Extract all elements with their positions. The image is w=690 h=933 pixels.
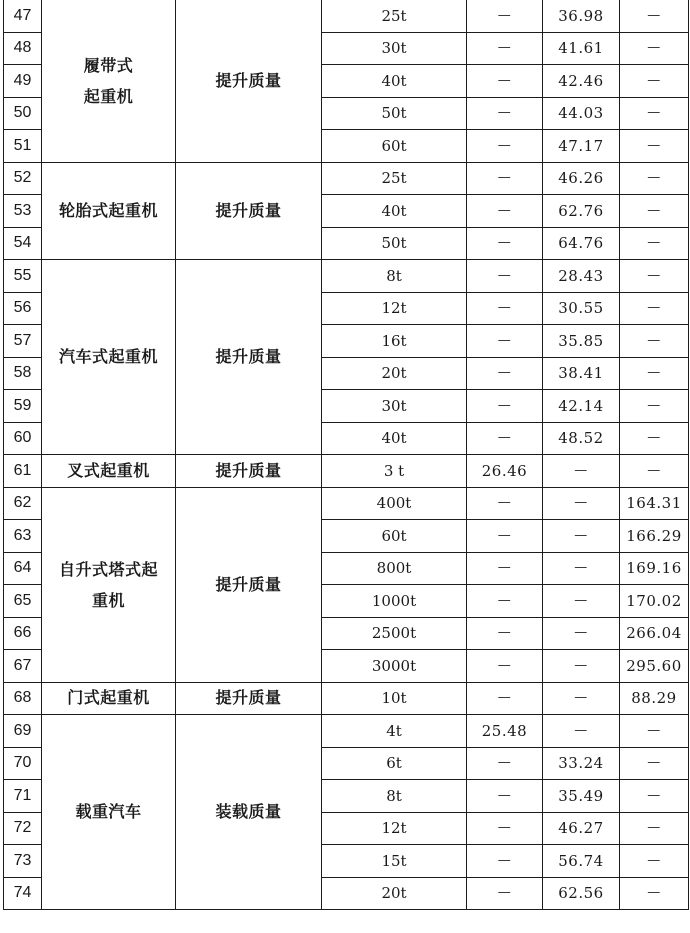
value-cell-c1: — [467, 780, 543, 813]
value-cell-c2: 47.17 [543, 130, 620, 163]
value-cell-c1: — [467, 162, 543, 195]
machine-name-text: 自升式塔式起 [58, 559, 158, 579]
value-cell-c1: — [467, 877, 543, 910]
specification-cell: 25t [322, 162, 467, 195]
value-cell-c1: — [467, 617, 543, 650]
table-row [4, 0, 689, 32]
value-cell-c3: 164.31 [620, 487, 689, 520]
value-cell-c2: 44.03 [543, 97, 620, 130]
value-cell-c2: 42.14 [543, 390, 620, 423]
row-number-cell: 70 [4, 747, 42, 780]
value-cell-c2: — [543, 650, 620, 683]
value-cell-c2: 48.52 [543, 422, 620, 455]
row-number-cell: 59 [4, 390, 42, 423]
machine-name-text: 叉式起重机 [67, 460, 150, 480]
value-cell-c2: 35.49 [543, 780, 620, 813]
value-cell-c1: — [467, 650, 543, 683]
table-row [4, 162, 689, 195]
specification-cell: 20t [322, 877, 467, 910]
row-number-cell: 72 [4, 812, 42, 845]
value-cell-c3: — [620, 260, 689, 293]
value-cell-c2: — [543, 487, 620, 520]
value-cell-c3: — [620, 422, 689, 455]
specification-cell: 1000t [322, 585, 467, 618]
value-cell-c3: 170.02 [620, 585, 689, 618]
value-cell-c2: 30.55 [543, 292, 620, 325]
value-cell-c3: — [620, 227, 689, 260]
value-cell-c2: — [543, 455, 620, 488]
row-number-cell: 65 [4, 585, 42, 618]
performance-parameter-cell: 提升质量 [176, 0, 322, 162]
specification-cell: 50t [322, 227, 467, 260]
table-row [4, 260, 689, 293]
value-cell-c3: — [620, 162, 689, 195]
row-number-cell: 64 [4, 552, 42, 585]
specification-cell: 50t [322, 97, 467, 130]
specification-cell: 400t [322, 487, 467, 520]
specification-cell: 10t [322, 682, 467, 715]
specification-cell: 8t [322, 260, 467, 293]
row-number-cell: 74 [4, 877, 42, 910]
value-cell-c1: — [467, 390, 543, 423]
row-number-cell: 62 [4, 487, 42, 520]
specification-cell: 800t [322, 552, 467, 585]
value-cell-c1: — [467, 520, 543, 553]
value-cell-c1: — [467, 0, 543, 32]
row-number-cell: 67 [4, 650, 42, 683]
specification-cell: 40t [322, 422, 467, 455]
performance-parameter-cell: 提升质量 [176, 487, 322, 682]
value-cell-c1: — [467, 357, 543, 390]
specification-cell: 20t [322, 357, 467, 390]
row-number-cell: 50 [4, 97, 42, 130]
machine-name-cell [42, 455, 176, 488]
value-cell-c1: — [467, 195, 543, 228]
value-cell-c1: — [467, 812, 543, 845]
performance-parameter-cell: 装载质量 [176, 715, 322, 910]
value-cell-c3: — [620, 455, 689, 488]
specification-cell: 12t [322, 292, 467, 325]
value-cell-c2: 36.98 [543, 0, 620, 32]
value-cell-c3: 166.29 [620, 520, 689, 553]
value-cell-c2: — [543, 682, 620, 715]
value-cell-c2: 41.61 [543, 32, 620, 65]
row-number-cell: 52 [4, 162, 42, 195]
machine-name-text: 轮胎式起重机 [58, 200, 158, 220]
specification-cell: 12t [322, 812, 467, 845]
specification-cell: 3000t [322, 650, 467, 683]
machine-name-text: 起重机 [83, 86, 134, 106]
value-cell-c3: — [620, 325, 689, 358]
specification-cell: 15t [322, 845, 467, 878]
value-cell-c2: 33.24 [543, 747, 620, 780]
value-cell-c1: — [467, 32, 543, 65]
value-cell-c1: — [467, 325, 543, 358]
row-number-cell: 63 [4, 520, 42, 553]
machine-name-cell [42, 162, 176, 260]
table-row [4, 487, 689, 520]
row-number-cell: 71 [4, 780, 42, 813]
specification-cell: 30t [322, 390, 467, 423]
value-cell-c1: — [467, 487, 543, 520]
value-cell-c3: — [620, 812, 689, 845]
table-row [4, 682, 689, 715]
equipment-cost-table [3, 0, 689, 910]
row-number-cell: 47 [4, 0, 42, 32]
value-cell-c3: 266.04 [620, 617, 689, 650]
value-cell-c1: 25.48 [467, 715, 543, 748]
value-cell-c3: 169.16 [620, 552, 689, 585]
specification-cell: 6t [322, 747, 467, 780]
value-cell-c2: 35.85 [543, 325, 620, 358]
row-number-cell: 60 [4, 422, 42, 455]
machine-name-cell [42, 260, 176, 455]
value-cell-c3: — [620, 292, 689, 325]
value-cell-c3: — [620, 877, 689, 910]
row-number-cell: 61 [4, 455, 42, 488]
row-number-cell: 58 [4, 357, 42, 390]
performance-parameter-cell: 提升质量 [176, 260, 322, 455]
value-cell-c1: — [467, 585, 543, 618]
value-cell-c3: — [620, 65, 689, 98]
machine-name-text: 载重汽车 [75, 802, 142, 821]
value-cell-c3: — [620, 780, 689, 813]
row-number-cell: 53 [4, 195, 42, 228]
specification-cell: 40t [322, 65, 467, 98]
machine-name-cell [42, 715, 176, 910]
value-cell-c2: — [543, 585, 620, 618]
value-cell-c2: 56.74 [543, 845, 620, 878]
value-cell-c1: — [467, 845, 543, 878]
machine-name-cell [42, 487, 176, 682]
row-number-cell: 56 [4, 292, 42, 325]
value-cell-c3: — [620, 97, 689, 130]
specification-cell: 3 t [322, 455, 467, 488]
value-cell-c2: — [543, 715, 620, 748]
row-number-cell: 68 [4, 682, 42, 715]
value-cell-c1: 26.46 [467, 455, 543, 488]
value-cell-c2: 62.56 [543, 877, 620, 910]
row-number-cell: 51 [4, 130, 42, 163]
value-cell-c2: 42.46 [543, 65, 620, 98]
row-number-cell: 48 [4, 32, 42, 65]
value-cell-c1: — [467, 552, 543, 585]
performance-parameter-cell: 提升质量 [176, 455, 322, 488]
value-cell-c3: — [620, 357, 689, 390]
value-cell-c2: — [543, 520, 620, 553]
specification-cell: 60t [322, 130, 467, 163]
value-cell-c1: — [467, 292, 543, 325]
value-cell-c1: — [467, 65, 543, 98]
specification-cell: 40t [322, 195, 467, 228]
machine-name-cell [42, 682, 176, 715]
value-cell-c2: 38.41 [543, 357, 620, 390]
performance-parameter-cell: 提升质量 [176, 162, 322, 260]
row-number-cell: 73 [4, 845, 42, 878]
row-number-cell: 57 [4, 325, 42, 358]
value-cell-c1: — [467, 97, 543, 130]
value-cell-c2: 46.26 [543, 162, 620, 195]
value-cell-c1: — [467, 260, 543, 293]
table-row [4, 715, 689, 748]
value-cell-c2: 28.43 [543, 260, 620, 293]
machine-name-text: 汽车式起重机 [58, 347, 158, 366]
machine-name-text: 重机 [91, 590, 125, 610]
value-cell-c1: — [467, 130, 543, 163]
equipment-table-container [3, 0, 689, 910]
specification-cell: 60t [322, 520, 467, 553]
value-cell-c3: — [620, 195, 689, 228]
machine-name-cell [42, 0, 176, 162]
value-cell-c3: — [620, 130, 689, 163]
value-cell-c3: — [620, 715, 689, 748]
value-cell-c2: 64.76 [543, 227, 620, 260]
value-cell-c3: — [620, 32, 689, 65]
value-cell-c2: 62.76 [543, 195, 620, 228]
specification-cell: 16t [322, 325, 467, 358]
table-row [4, 455, 689, 488]
row-number-cell: 55 [4, 260, 42, 293]
specification-cell: 8t [322, 780, 467, 813]
value-cell-c2: — [543, 552, 620, 585]
row-number-cell: 69 [4, 715, 42, 748]
specification-cell: 25t [322, 0, 467, 32]
row-number-cell: 66 [4, 617, 42, 650]
value-cell-c2: 46.27 [543, 812, 620, 845]
value-cell-c3: 295.60 [620, 650, 689, 683]
value-cell-c3: 88.29 [620, 682, 689, 715]
value-cell-c3: — [620, 390, 689, 423]
value-cell-c1: — [467, 227, 543, 260]
value-cell-c3: — [620, 845, 689, 878]
row-number-cell: 54 [4, 227, 42, 260]
performance-parameter-cell: 提升质量 [176, 682, 322, 715]
machine-name-text: 门式起重机 [67, 688, 150, 708]
value-cell-c1: — [467, 747, 543, 780]
machine-name-text: 履带式 [83, 55, 134, 75]
value-cell-c1: — [467, 682, 543, 715]
value-cell-c2: — [543, 617, 620, 650]
value-cell-c1: — [467, 422, 543, 455]
row-number-cell: 49 [4, 65, 42, 98]
value-cell-c3: — [620, 0, 689, 32]
specification-cell: 30t [322, 32, 467, 65]
specification-cell: 4t [322, 715, 467, 748]
value-cell-c3: — [620, 747, 689, 780]
specification-cell: 2500t [322, 617, 467, 650]
